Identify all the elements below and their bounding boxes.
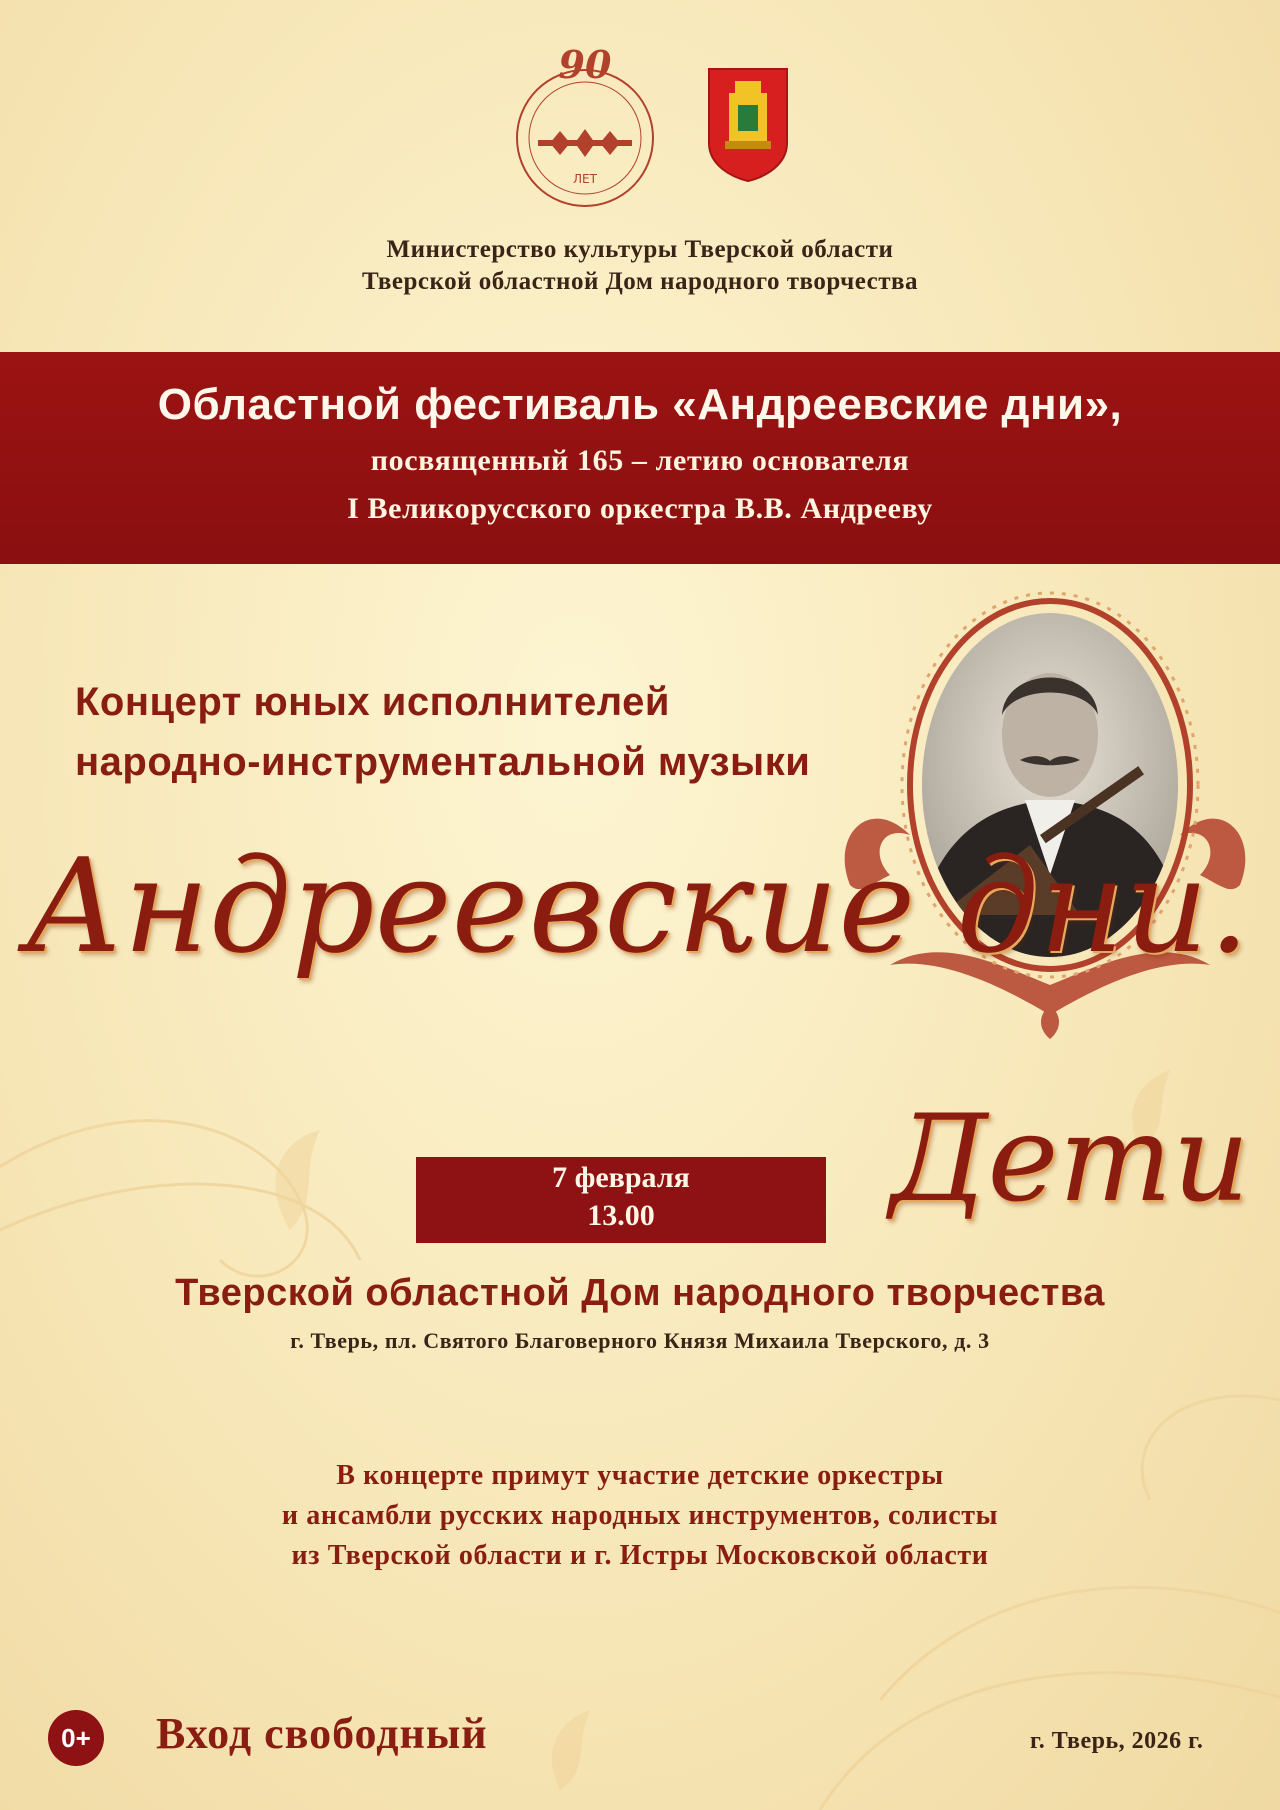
date-box — [416, 1157, 826, 1243]
organizer-house: Тверской областной Дом народного творчества — [362, 268, 918, 295]
festival-title: Областной фестиваль «Андреевские дни», — [157, 380, 1123, 429]
logo-years: ЛЕТ — [573, 172, 597, 186]
organizer-ministry: Министерство культуры Тверской области — [386, 236, 894, 263]
concert-title-2: народно-инструментальной музыки — [75, 740, 811, 784]
free-entry: Вход свободный — [156, 1709, 488, 1758]
participants-line-3: из Тверской области и г. Истры Московской области — [291, 1540, 989, 1571]
participants-line-2: и ансамбли русских народных инструментов, солисты — [281, 1500, 999, 1531]
event-address: г. Тверь, пл. Святого Благоверного Князя Михаила Тверского, д. 3 — [290, 1328, 990, 1353]
festival-dedication-2: I Великорусского оркестра В.В. Андрееву — [347, 492, 933, 525]
anniversary-logo — [490, 48, 680, 213]
coat-of-arms-icon — [705, 65, 791, 183]
event-venue: Тверской областной Дом народного творчества — [175, 1272, 1105, 1314]
logo-number: 90 — [558, 48, 612, 87]
event-date: 7 февраля — [552, 1161, 690, 1194]
event-time: 13.00 — [587, 1199, 655, 1232]
age-rating-badge: 0+ — [48, 1710, 104, 1766]
festival-banner — [0, 352, 1280, 564]
participants-line-1: В концерте примут участие детские оркестры — [336, 1460, 944, 1491]
city-year: г. Тверь, 2026 г. — [1030, 1728, 1204, 1754]
script-title-children: Дети — [890, 1090, 1250, 1229]
festival-dedication: посвященный 165 – летию основателя — [370, 444, 910, 477]
script-title-main: Андреевские дни. — [25, 830, 1250, 982]
concert-title-1: Концерт юных исполнителей — [75, 680, 670, 724]
